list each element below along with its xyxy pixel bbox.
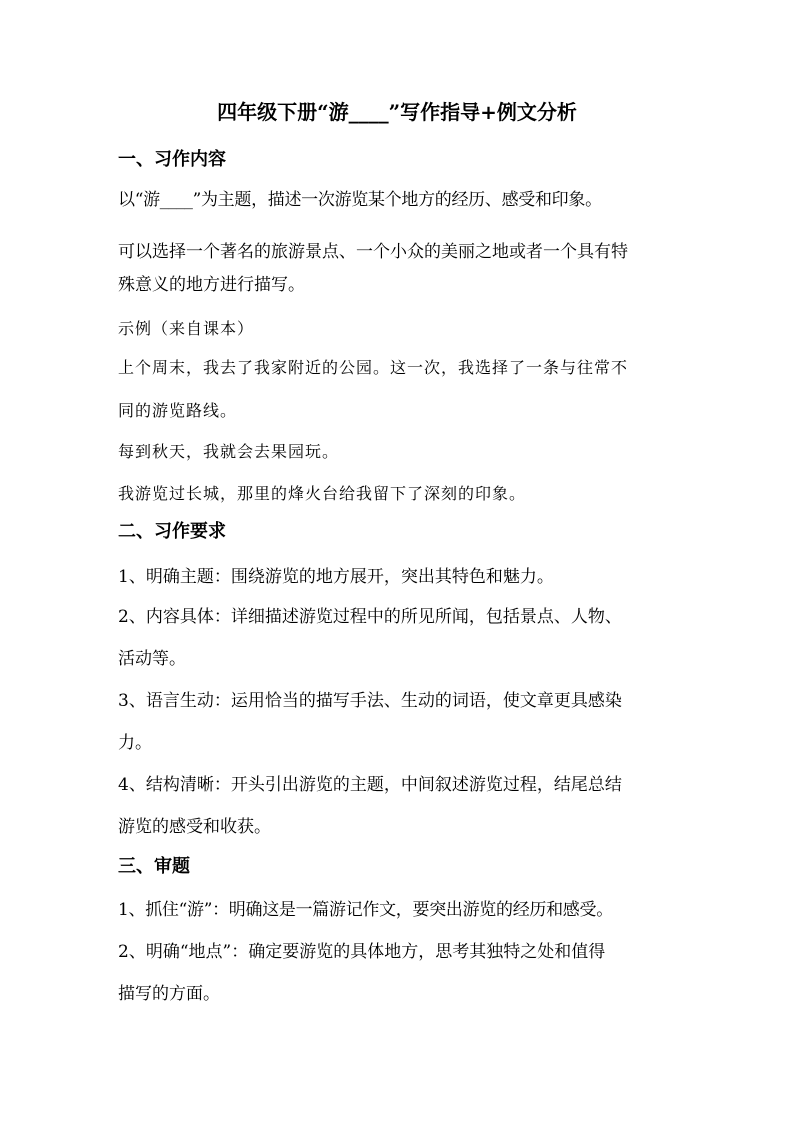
example-sentence: 每到秋天，我就会去果园玩。 (118, 442, 340, 461)
example-label: 示例（来自课本） (118, 319, 255, 338)
analysis-item: 描写的方面。 (118, 984, 220, 1004)
page-title: 四年级下册“游____”写作指导+例文分析 (217, 100, 577, 124)
analysis-item: 1、抓住“游”：明确这是一篇游记作文，要突出游览的经历和感受。 (118, 900, 613, 920)
requirement-item: 3、语言生动：运用恰当的描写手法、生动的词语，使文章更具感染 (118, 691, 622, 711)
section-heading-analysis: 三、审题 (118, 856, 190, 877)
requirement-item: 1、明确主题：围绕游览的地方展开，突出其特色和魅力。 (118, 567, 554, 587)
requirement-item: 力。 (118, 733, 152, 753)
example-sentence-line: 上个周末，我去了我家附近的公园。这一次，我选择了一条与往常不 (118, 358, 629, 377)
requirement-item: 活动等。 (118, 649, 186, 669)
section-heading-content: 一、习作内容 (118, 149, 226, 170)
content-paragraph-line: 以“游____”为主题，描述一次游览某个地方的经历、感受和印象。 (118, 190, 602, 210)
analysis-item: 2、明确“地点”：确定要游览的具体地方，思考其独特之处和值得 (118, 942, 606, 962)
requirement-item: 游览的感受和收获。 (118, 817, 271, 837)
example-sentence-line: 同的游览路线。 (118, 401, 238, 420)
content-paragraph-line: 可以选择一个著名的旅游景点、一个小众的美丽之地或者一个具有特 (118, 242, 628, 262)
content-paragraph-line: 殊意义的地方进行描写。 (118, 275, 305, 295)
example-sentence: 我游览过长城，那里的烽火台给我留下了深刻的印象。 (118, 484, 527, 503)
requirement-item: 2、内容具体：详细描述游览过程中的所见所闻，包括景点、人物、 (118, 607, 622, 627)
section-heading-requirements: 二、习作要求 (118, 521, 226, 542)
requirement-item: 4、结构清晰：开头引出游览的主题，中间叙述游览过程，结尾总结 (118, 775, 622, 795)
